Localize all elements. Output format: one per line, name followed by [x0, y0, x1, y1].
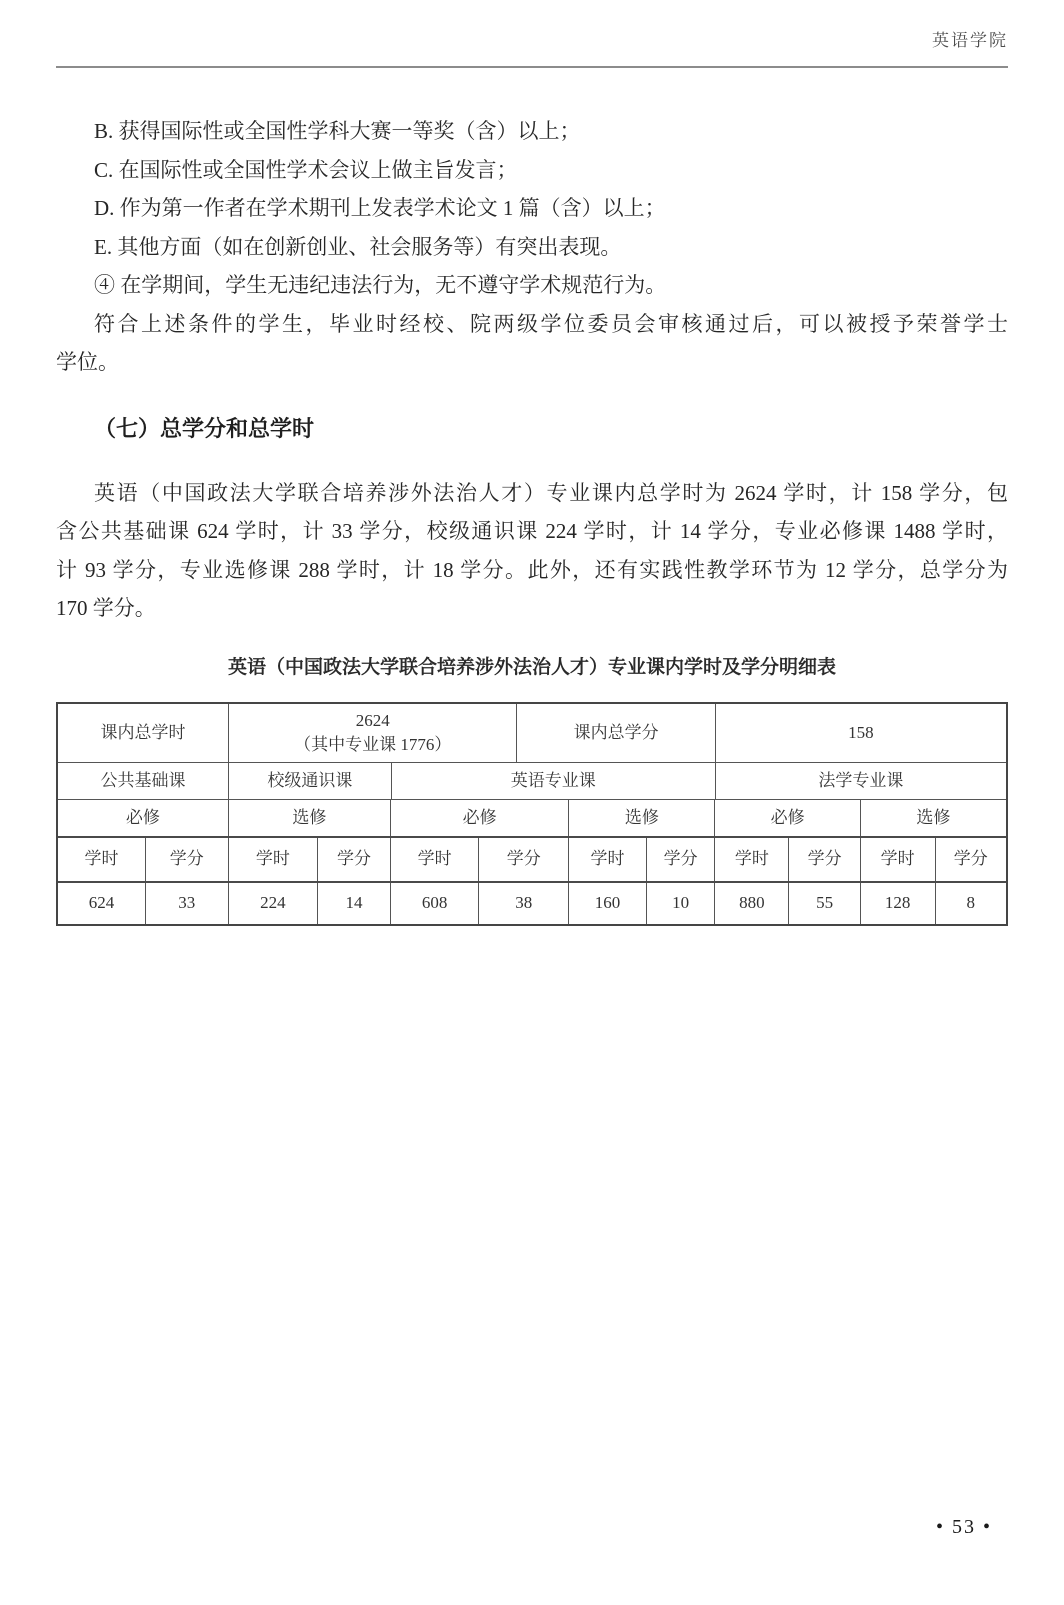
table-cell-category: 法学专业课 — [715, 763, 1006, 799]
paragraph-line: 英语（中国政法大学联合培养涉外法治人才）专业课内总学时为 2624 学时，计 158 学分，包 — [94, 480, 1008, 505]
table-cell-subheader: 学时 — [714, 838, 788, 881]
table-row-totals — [58, 704, 1006, 762]
table-cell-value: 55 — [788, 883, 859, 924]
page-header — [56, 0, 1008, 68]
table-cell-subheader: 学时 — [228, 838, 318, 881]
table-row-subheaders — [58, 836, 1006, 881]
table-row-values — [58, 881, 1006, 924]
table-cell-type: 必修 — [125, 807, 160, 827]
summary-table — [56, 702, 1008, 926]
table-cell-category: 公共基础课 — [100, 770, 186, 790]
table-cell-type: 选修 — [228, 800, 390, 836]
table-cell-value: 10 — [646, 883, 714, 924]
section-heading: （七）总学分和总学时 — [94, 415, 315, 441]
table-cell-type: 选修 — [568, 800, 714, 836]
table-cell-total-credits-label: 课内总学分 — [516, 704, 715, 762]
table-cell-subheader: 学分 — [145, 838, 228, 881]
criteria-list — [56, 112, 1008, 382]
table-cell-subheader: 学分 — [646, 838, 714, 881]
table-cell-total-credits-value: 158 — [715, 704, 1006, 762]
table-title: 英语（中国政法大学联合培养涉外法治人才）专业课内学时及学分明细表 — [227, 656, 836, 678]
table-cell-subheader: 学分 — [478, 838, 568, 881]
table-cell-value: 608 — [390, 883, 479, 924]
table-cell-type: 选修 — [860, 800, 1006, 836]
table-row-course-type — [58, 799, 1006, 836]
table-cell-subheader: 学时 — [390, 838, 479, 881]
paragraph-line: 170 学分。 — [56, 596, 156, 620]
table-cell-value: 33 — [145, 883, 228, 924]
list-item-c: C. 在国际性或全国性学术会议上做主旨发言； — [94, 157, 518, 182]
paragraph-line: 符合上述条件的学生，毕业时经校、院两级学位委员会审核通过后，可以被授予荣誉学士 — [94, 311, 1008, 336]
table-cell-subheader: 学时 — [84, 849, 119, 868]
table-cell-value: 624 — [88, 893, 115, 912]
table-cell-value: 128 — [860, 883, 935, 924]
total-hours-note: （其中专业课 1776） — [294, 734, 452, 754]
credits-paragraph — [56, 474, 1008, 628]
table-cell-value: 38 — [478, 883, 568, 924]
table-cell-value: 160 — [568, 883, 646, 924]
list-item-d: D. 作为第一作者在学术期刊上发表学术论文 1 篇（含）以上； — [94, 196, 666, 220]
table-cell-value: 224 — [228, 883, 318, 924]
total-hours-number: 2624 — [355, 710, 390, 730]
table-cell-subheader: 学时 — [568, 838, 646, 881]
table-cell-value: 8 — [935, 883, 1006, 924]
paragraph-line: 学位。 — [56, 350, 119, 374]
table-cell-type: 必修 — [390, 800, 568, 836]
list-item-4: ④ 在学期间，学生无违纪违法行为，无不遵守学术规范行为。 — [94, 273, 667, 297]
paragraph-line: 计 93 学分，专业选修课 288 学时，计 18 学分。此外，还有实践性教学环节为 12 学分，总学分为 — [56, 557, 1008, 582]
header-rule — [56, 66, 1008, 68]
list-item-e: E. 其他方面（如在创新创业、社会服务等）有突出表现。 — [94, 234, 622, 259]
college-name: 英语学院 — [932, 31, 1008, 50]
page-number: • 53 • — [935, 1516, 992, 1538]
table-cell-subheader: 学分 — [788, 838, 859, 881]
table-cell-category: 校级通识课 — [228, 763, 391, 799]
table-cell-total-hours-label: 课内总学时 — [100, 722, 186, 742]
table-cell-value: 14 — [317, 883, 390, 924]
table-cell-type: 必修 — [714, 800, 859, 836]
paragraph-line: 含公共基础课 624 学时，计 33 学分，校级通识课 224 学时，计 14 学分，专业必修课 1488 学时， — [56, 519, 1008, 543]
table-cell-value: 880 — [714, 883, 788, 924]
table-cell-subheader: 学分 — [317, 838, 390, 881]
table-cell-category: 英语专业课 — [391, 763, 715, 799]
table-cell-subheader: 学分 — [935, 838, 1006, 881]
table-cell-total-hours-value — [228, 704, 516, 762]
list-item-b: B. 获得国际性或全国性学科大赛一等奖（含）以上； — [94, 119, 581, 143]
table-row-categories — [58, 762, 1006, 799]
table-cell-subheader: 学时 — [860, 838, 935, 881]
